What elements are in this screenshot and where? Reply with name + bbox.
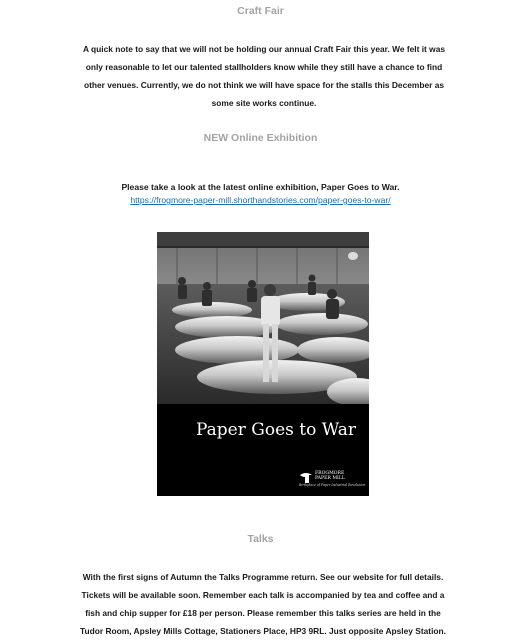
craft-fair-heading: Craft Fair xyxy=(237,5,284,17)
poster-title: Paper Goes to War xyxy=(195,420,356,440)
exhibition-text-block xyxy=(0,181,521,207)
frogmore-logo xyxy=(299,470,365,488)
exhibition-lead-text: Please take a look at the latest online exhibition, Paper Goes to War. xyxy=(121,182,400,192)
logo-name-line2: PAPER MILL xyxy=(315,476,345,481)
paper-goes-to-war-poster[interactable] xyxy=(157,232,369,496)
craft-fair-text: A quick note to say that we will not be holding our annual Craft Fair this year. We felt it was only reasonable to let our talented stallholders know while they still have a chance to find other venues. Currently, we do not think we will have space for the stalls this December as some site works continue. xyxy=(82,44,446,108)
talks-text: With the first signs of Autumn the Talks Programme return. See our website for full details. Tickets will be available soon. Remember each talk is accompanied by tea and coffee and a fish and chip supper for £18 per person. Please remember this talks series are held in the Tudor Room, Apsley Mills Cottage, Stationers Place, HP3 9RL. Just opposite Apsley Station. xyxy=(80,572,446,636)
exhibition-heading: NEW Online Exhibition xyxy=(203,132,318,144)
talks-heading: Talks xyxy=(247,533,274,545)
logo-tagline: Birthplace of Paper Industrial Revolution xyxy=(299,483,366,487)
exhibition-link[interactable]: https://frogmore-paper-mill.shorthandstories.com/paper-goes-to-war/ xyxy=(130,195,391,205)
logo-name-line1: FROGMORE xyxy=(315,471,345,476)
factory-workers-photo xyxy=(157,232,369,404)
